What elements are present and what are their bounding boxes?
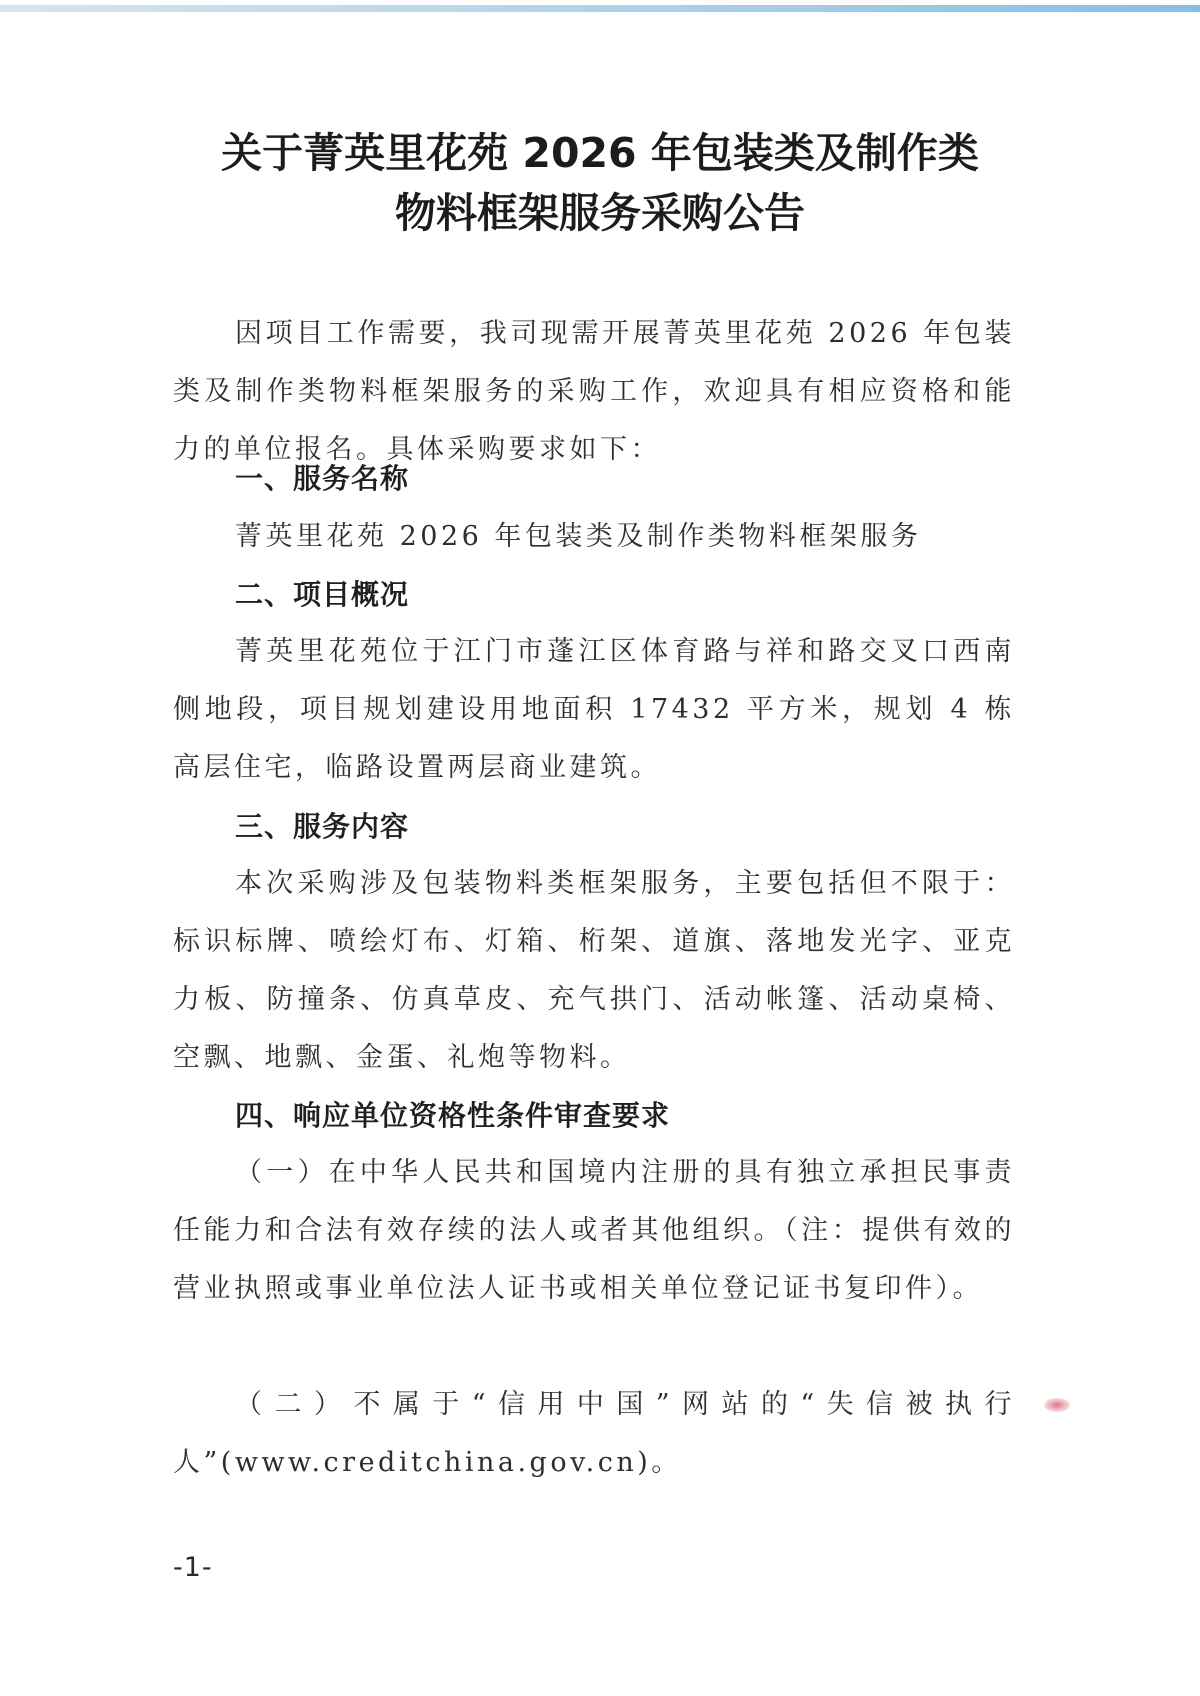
section-4-item-1: （一）在中华人民共和国境内注册的具有独立承担民事责任能力和合法有效存续的法人或者其他组织。（注：提供有效的营业执照或事业单位法人证书或相关单位登记证书复印件）。: [173, 1157, 1015, 1304]
section-4-heading: 四、响应单位资格性条件审查要求: [235, 1099, 671, 1132]
section-4-item-2: （二）不属于“信用中国”网站的“失信被执行人”(www.creditchina.gov.cn)。: [173, 1389, 1015, 1478]
page-number: -1-: [173, 1552, 213, 1583]
section-1-heading: 一、服务名称: [235, 462, 410, 495]
top-scan-edge: [0, 5, 1200, 12]
document-title-line-2: 物料框架服务采购公告: [395, 189, 805, 237]
section-2-body: 菁英里花苑位于江门市蓬江区体育路与祥和路交叉口西南侧地段，项目规划建设用地面积 17432 平方米，规划 4 栋高层住宅，临路设置两层商业建筑。: [173, 636, 1015, 783]
section-1-body: 菁英里花苑 2026 年包装类及制作类物料框架服务: [235, 521, 922, 552]
intro-paragraph: 因项目工作需要，我司现需开展菁英里花苑 2026 年包装类及制作类物料框架服务的采购工作，欢迎具有相应资格和能力的单位报名。具体采购要求如下：: [173, 318, 1015, 465]
stamp-mark: [1044, 1398, 1070, 1412]
document-title-line-1: 关于菁英里花苑 2026 年包装类及制作类: [221, 129, 979, 177]
section-3-heading: 三、服务内容: [235, 810, 410, 843]
section-2-heading: 二、项目概况: [235, 578, 410, 611]
section-3-body: 本次采购涉及包装物料类框架服务，主要包括但不限于：标识标牌、喷绘灯布、灯箱、桁架、道旗、落地发光字、亚克力板、防撞条、仿真草皮、充气拱门、活动帐篷、活动桌椅、空飘、地飘、金蛋、礼炮等物料。: [173, 868, 1015, 1073]
